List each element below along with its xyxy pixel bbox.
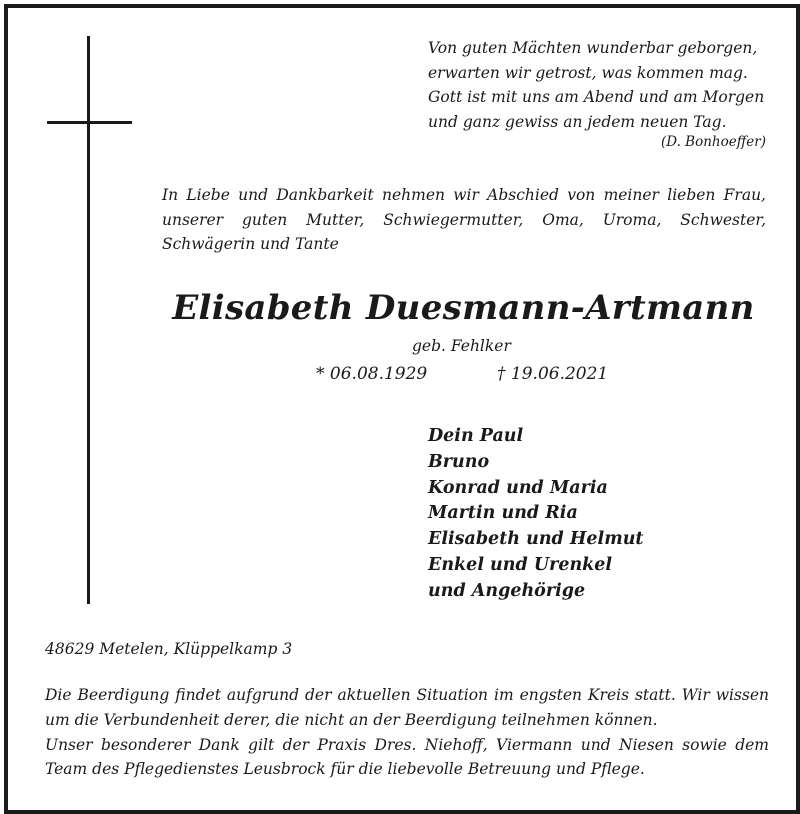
mourner: Enkel und Urenkel (428, 554, 613, 575)
notice-line: Unser besonderer Dank gilt der Praxis Dres. Niehoff, Viermann und Niesen sowie dem (45, 735, 769, 754)
poem-line: Gott ist mit uns am Abend und am Morgen (428, 88, 765, 106)
funeral-notice (45, 683, 769, 782)
death-date: † 19.06.2021 (497, 364, 609, 384)
poem-author: (D. Bonhoeffer) (660, 134, 766, 150)
mourner: Martin und Ria (428, 503, 578, 524)
cross-horizontal-bar (47, 121, 132, 124)
address: 48629 Metelen, Klüppelkamp 3 (45, 640, 293, 658)
mourner: Elisabeth und Helmut (428, 529, 644, 550)
notice-line: Team des Pflegedienstes Leusbrock für die liebevolle Betreuung und Pflege. (45, 760, 645, 779)
intro-line: In Liebe und Dankbarkeit nehmen wir Abschied von meiner lieben Frau, (162, 186, 766, 204)
intro-line: unserer guten Mutter, Schwiegermutter, Oma, Uroma, Schwester, (162, 210, 766, 229)
mourner: Bruno (428, 451, 490, 472)
birth-date: * 06.08.1929 (316, 364, 428, 384)
mourners-list (428, 424, 644, 605)
notice-line: Die Beerdigung findet aufgrund der aktuellen Situation im engsten Kreis statt. Wir wissen (45, 686, 769, 704)
poem-line: erwarten wir getrost, was kommen mag. (428, 63, 748, 82)
poem-line: und ganz gewiss an jedem neuen Tag. (428, 112, 727, 131)
poem-line: Von guten Mächten wunderbar geborgen, (428, 39, 758, 57)
intro-line: Schwägerin und Tante (162, 235, 339, 253)
deceased-name: Elisabeth Duesmann-Artmann (172, 288, 755, 328)
born-name: geb. Fehlker (412, 337, 511, 355)
intro-text (162, 183, 766, 257)
mourner: und Angehörige (428, 580, 586, 601)
poem (428, 36, 773, 134)
mourner: Dein Paul (428, 426, 524, 446)
notice-line: um die Verbundenheit derer, die nicht an der Beerdigung teilnehmen können. (45, 710, 658, 729)
mourner: Konrad und Maria (428, 477, 608, 498)
